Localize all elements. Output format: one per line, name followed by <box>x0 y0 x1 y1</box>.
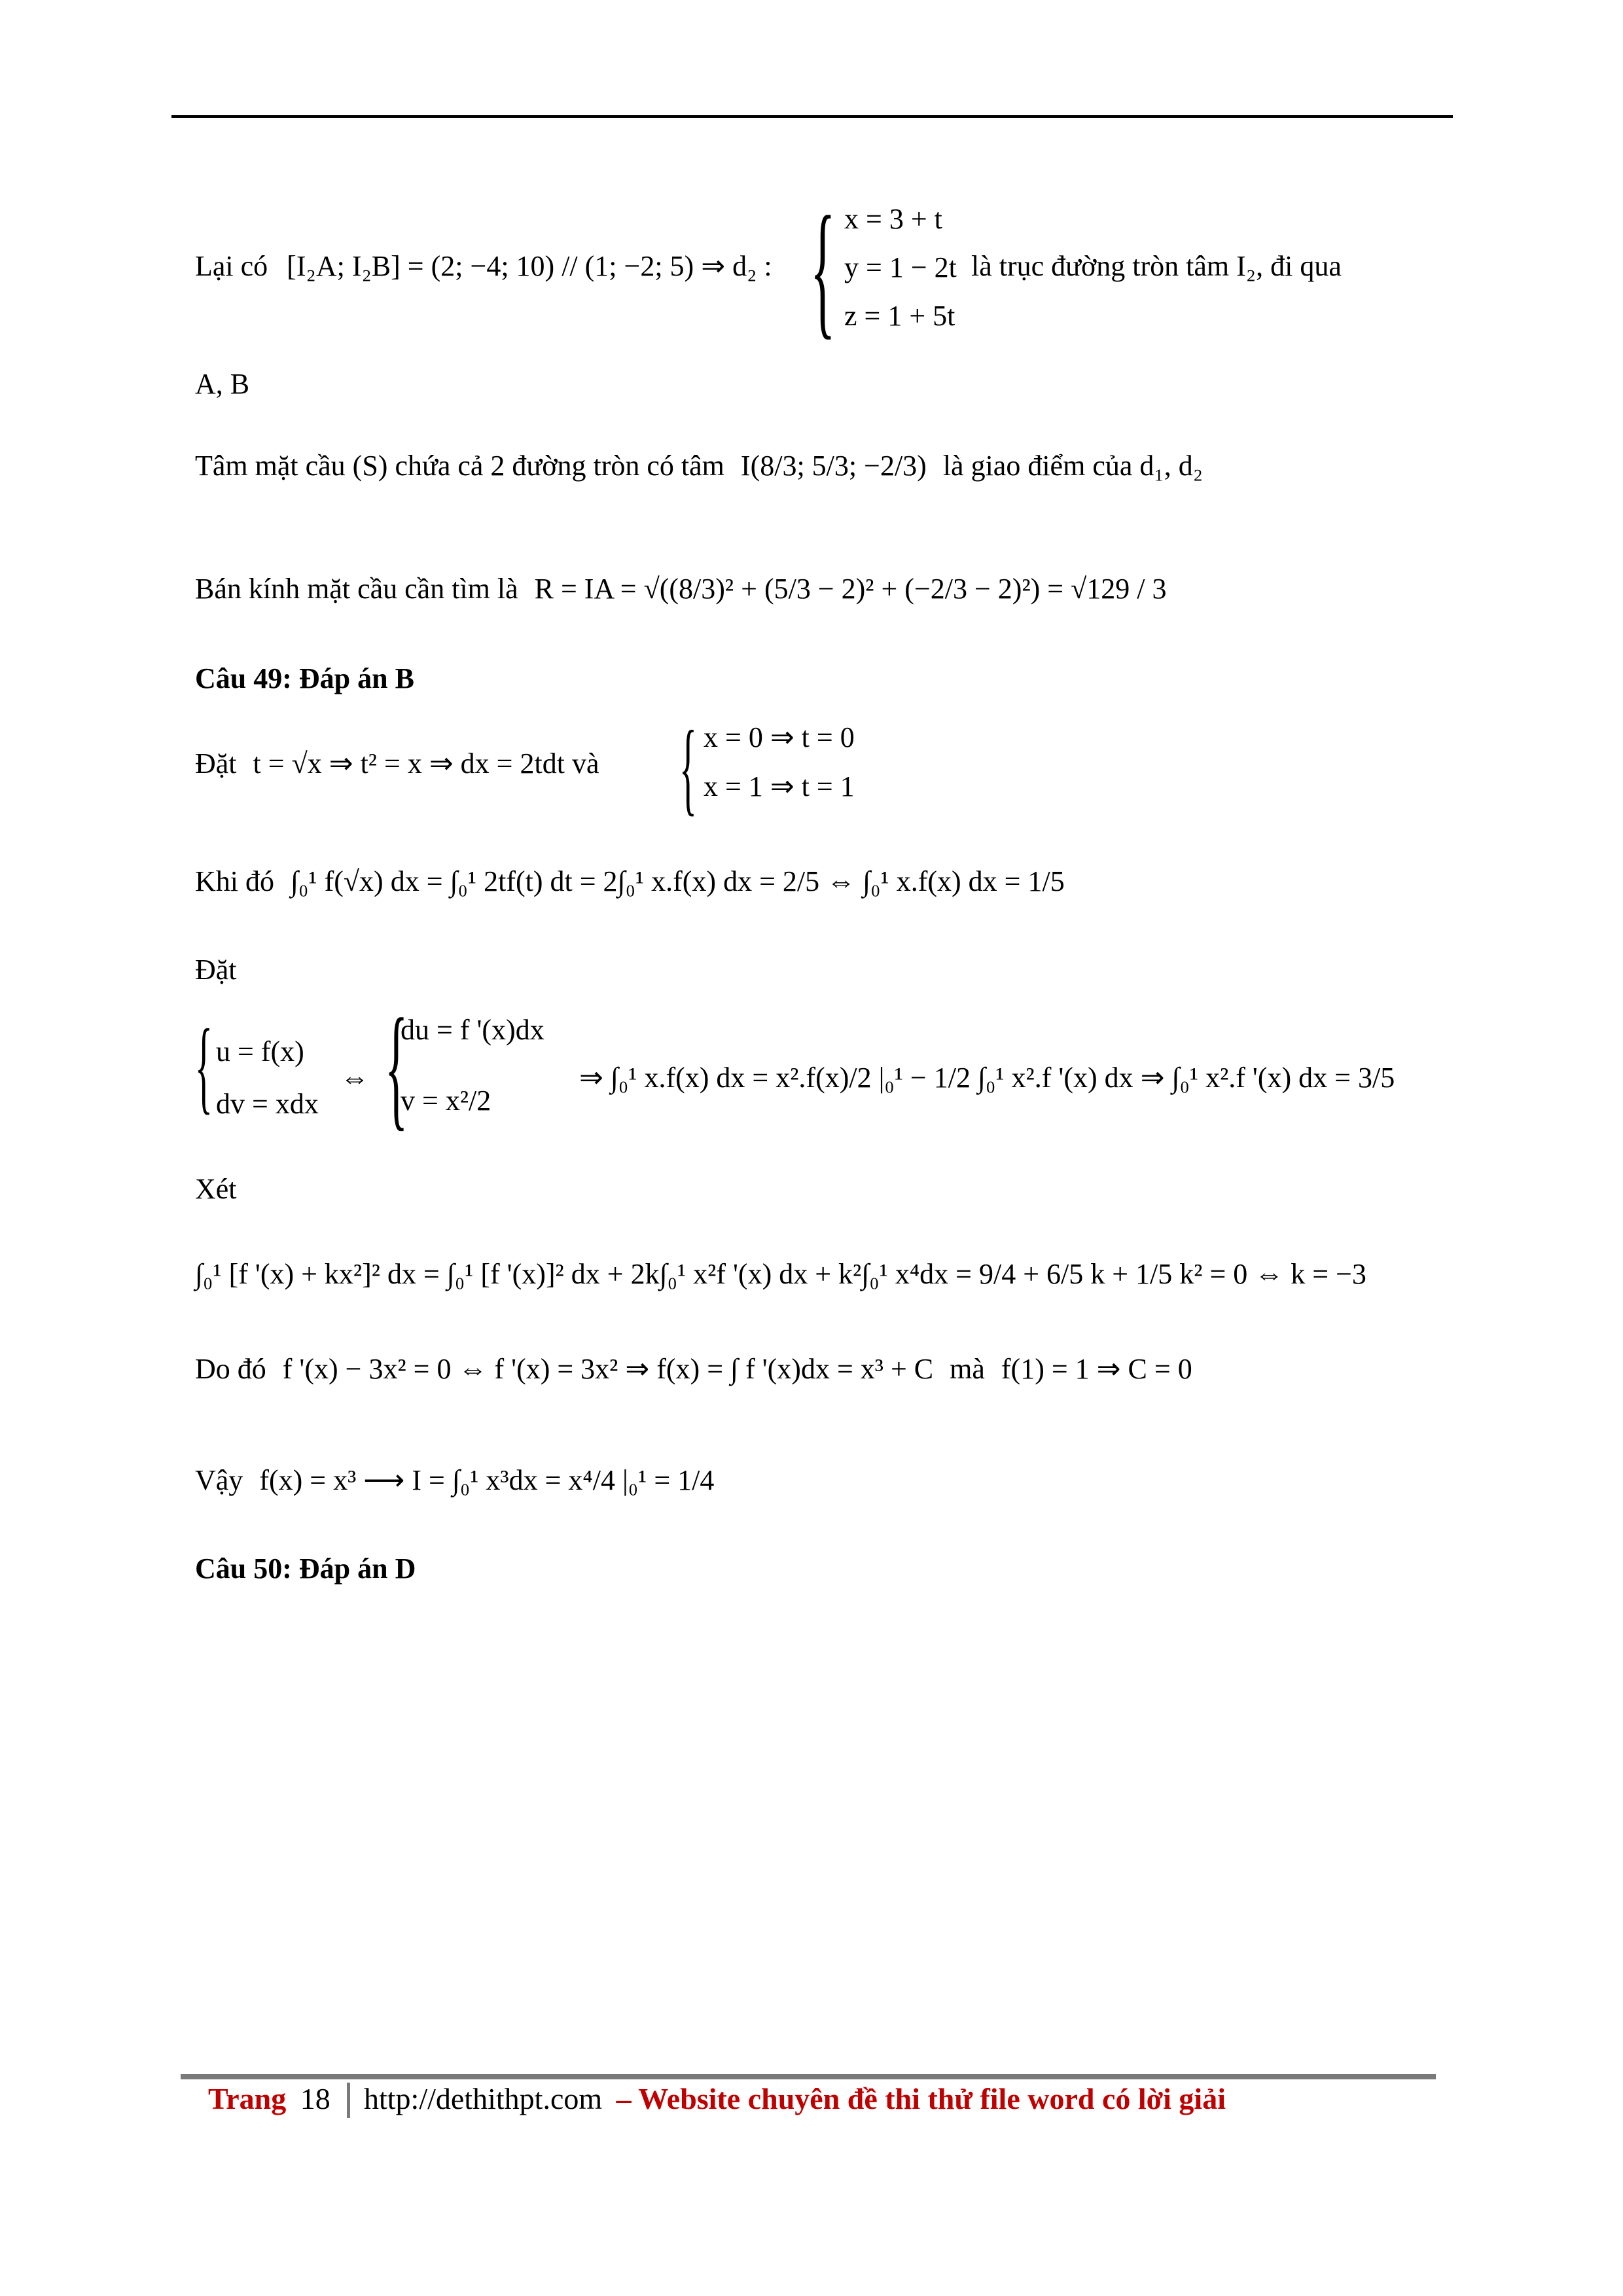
sec48-line3-suffix: là giao điểm của d₁, d₂ <box>942 450 1204 482</box>
header-rule <box>171 115 1453 118</box>
sec49-khido-line <box>195 867 1065 896</box>
parts-u: u = f(x) <box>216 1035 304 1067</box>
sec49-dat-line <box>195 749 599 778</box>
sec48-line1-prefix: Lại có <box>195 250 268 282</box>
dodo-ma: mà <box>950 1353 985 1385</box>
xet-formula: ∫₀¹ [f '(x) + kx²]² dx = ∫₀¹ [f '(x)]² dx + 2k∫₀¹ x²f '(x) dx + k²∫₀¹ x⁴dx = 9/4 + 6/5 k + 1/5 k² = 0 ⇔ k = −3 <box>195 1258 1366 1290</box>
substitution-formula: t = √x ⇒ t² = x ⇒ dx = 2tdt và <box>253 747 599 780</box>
sec48-line4-prefix: Bán kính mặt cầu cần tìm là <box>195 573 518 605</box>
equiv-symbol: ⇔ <box>340 1062 369 1094</box>
parts-brace-left: { <box>195 1007 213 1124</box>
sec49-khido-prefix: Khi đó <box>195 865 274 897</box>
vay-formula: f(x) = x³ ⟶ I = ∫₀¹ x³dx = x⁴/4 |₀¹ = 1/4 <box>259 1464 715 1496</box>
sec49-dat-prefix: Đặt <box>195 747 237 780</box>
d2-eq-x: x = 3 + t <box>844 203 942 235</box>
bound-upper: x = 1 ⇒ t = 1 <box>704 770 855 802</box>
radius-formula: R = IA = √((8/3)² + (5/3 − 2)² + (−2/3 − 2)²) = √129 / 3 <box>534 573 1167 605</box>
dodo-formula: f '(x) − 3x² = 0 ⇔ f '(x) = 3x² ⇒ f(x) = ∫ f '(x)dx = x³ + C <box>282 1353 934 1385</box>
footer-url[interactable]: http://dethithpt.com <box>364 2082 603 2115</box>
sec48-line3 <box>195 452 1203 480</box>
sec49-xet: Xét <box>195 1173 237 1205</box>
page-label: Trang <box>208 2082 287 2115</box>
vector-formula: [I₂A; I₂B] = (2; −4; 10) // (1; −2; 5) ⇒ d₂ : <box>287 250 772 282</box>
sec48-line1 <box>195 252 772 281</box>
page-label-group <box>208 2081 330 2116</box>
integral-transform: ∫₀¹ f(√x) dx = ∫₀¹ 2tf(t) dt = 2∫₀¹ x.f(x) dx = 2/5 ⇔ ∫₀¹ x.f(x) dx = 1/5 <box>291 865 1065 897</box>
footer-rule <box>181 2074 1436 2079</box>
sec48-line4 <box>195 575 1166 603</box>
dodo-tail: f(1) = 1 ⇒ C = 0 <box>1001 1353 1192 1385</box>
bound-lower: x = 0 ⇒ t = 0 <box>704 721 855 753</box>
sec49-vay-line <box>195 1466 714 1495</box>
d2-system-brace: { <box>810 185 836 352</box>
question-49-heading: Câu 49: Đáp án B <box>195 662 414 694</box>
parts-brace-right: { <box>385 991 408 1143</box>
sec49-dodo-prefix: Do đó <box>195 1353 266 1385</box>
sec48-line2: A, B <box>195 368 250 400</box>
footer-link-group <box>364 2081 1226 2116</box>
parts-v: v = x²/2 <box>401 1085 491 1117</box>
sec49-dat2: Đặt <box>195 954 237 986</box>
parts-dv: dv = xdx <box>216 1088 319 1120</box>
center-point: I(8/3; 5/3; −2/3) <box>740 450 927 482</box>
parts-result: ⇒ ∫₀¹ x.f(x) dx = x².f(x)/2 |₀¹ − 1/2 ∫₀¹ x².f '(x) dx ⇒ ∫₀¹ x².f '(x) dx = 3/5 <box>579 1062 1395 1094</box>
d2-eq-z: z = 1 + 5t <box>844 300 955 332</box>
footer-tagline: – Website chuyên đề thi thử file word có lời giải <box>616 2082 1226 2115</box>
bounds-brace: { <box>679 709 697 825</box>
page-number: 18 <box>300 2082 330 2115</box>
d2-eq-y: y = 1 − 2t <box>844 251 957 283</box>
sec48-line1-suffix: là trục đường tròn tâm I₂, đi qua <box>971 250 1342 282</box>
sec49-vay-prefix: Vậy <box>195 1464 243 1496</box>
sec49-dodo-line <box>195 1355 1192 1384</box>
parts-du: du = f '(x)dx <box>401 1014 544 1046</box>
footer-divider <box>347 2083 350 2118</box>
question-50-heading: Câu 50: Đáp án D <box>195 1552 416 1585</box>
sec48-line3-prefix: Tâm mặt cầu (S) chứa cả 2 đường tròn có tâm <box>195 450 724 482</box>
